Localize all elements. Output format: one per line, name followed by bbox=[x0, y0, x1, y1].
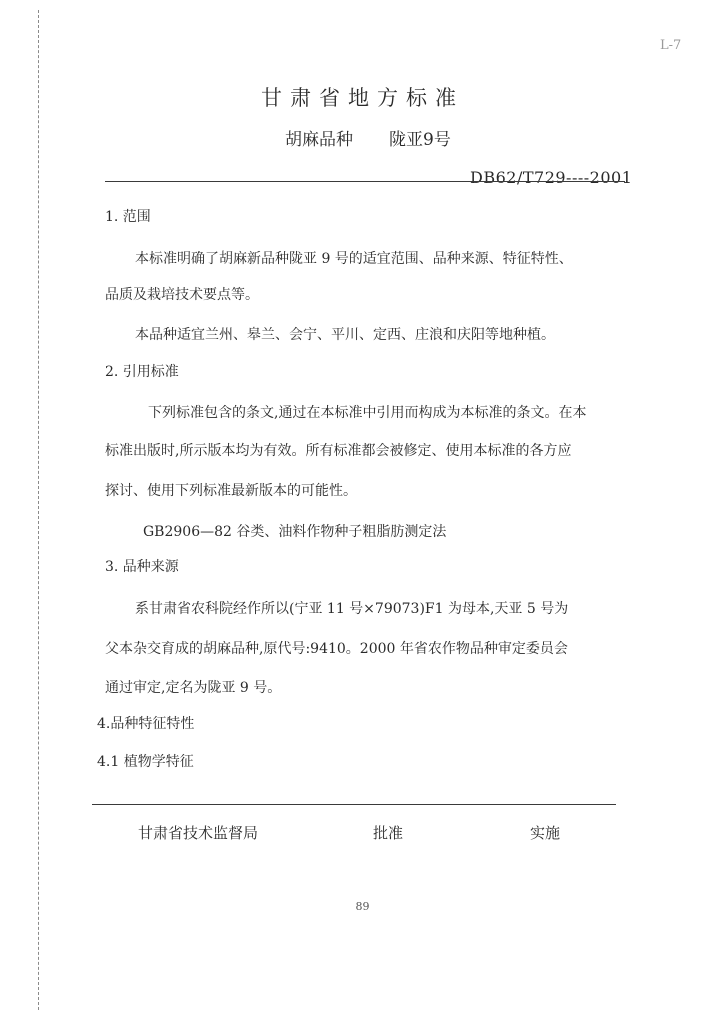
header-rule bbox=[105, 181, 625, 182]
subtitle-right: 陇亚9号 bbox=[389, 130, 451, 150]
section-3-paragraph-line-2: 父本杂交育成的胡麻品种,原代号:9410。2000 年省农作物品种审定委员会 bbox=[105, 641, 568, 657]
footer-approve: 批准 bbox=[373, 824, 404, 842]
section-3-heading: 3. 品种来源 bbox=[105, 559, 179, 575]
standard-number: DB62/T729----2001 bbox=[470, 168, 633, 187]
document-title: 甘肃省地方标准 bbox=[261, 86, 464, 110]
section-1-paragraph-1-line-1: 本标准明确了胡麻新品种陇亚 9 号的适宜范围、品种来源、特征特性、 bbox=[135, 251, 573, 267]
section-1-heading: 1. 范围 bbox=[105, 209, 151, 225]
section-2-paragraph-line-2: 标准出版时,所示版本均为有效。所有标准都会被修定、使用本标准的各方应 bbox=[105, 443, 572, 459]
scan-edge-artifact bbox=[38, 10, 39, 1010]
section-2-reference: GB2906—82 谷类、油料作物种子粗脂肪测定法 bbox=[143, 524, 447, 540]
section-2-heading: 2. 引用标准 bbox=[105, 364, 179, 380]
section-1-paragraph-1-line-2: 品质及栽培技术要点等。 bbox=[105, 287, 259, 303]
section-3-paragraph-line-1: 系甘肃省农科院经作所以(宁亚 11 号×79073)F1 为母本,天亚 5 号为 bbox=[135, 601, 569, 617]
section-2-paragraph-line-3: 探讨、使用下列标准最新版本的可能性。 bbox=[105, 483, 357, 499]
section-1-paragraph-2: 本品种适宜兰州、皋兰、会宁、平川、定西、庄浪和庆阳等地种植。 bbox=[135, 327, 555, 343]
footer-implement: 实施 bbox=[530, 824, 561, 842]
subtitle-left: 胡麻品种 bbox=[285, 130, 353, 150]
footer-rule bbox=[92, 804, 616, 805]
section-3-paragraph-line-3: 通过审定,定名为陇亚 9 号。 bbox=[105, 680, 282, 696]
section-4-heading: 4.品种特征特性 bbox=[97, 716, 195, 732]
page-number: 89 bbox=[355, 900, 370, 913]
section-4-1-heading: 4.1 植物学特征 bbox=[97, 754, 194, 770]
section-2-paragraph-line-1: 下列标准包含的条文,通过在本标准中引用而构成为本标准的条文。在本 bbox=[148, 405, 587, 421]
document-subtitle bbox=[285, 125, 451, 150]
corner-mark: L-7 bbox=[660, 38, 682, 53]
footer-issuer: 甘肃省技术监督局 bbox=[138, 824, 259, 842]
